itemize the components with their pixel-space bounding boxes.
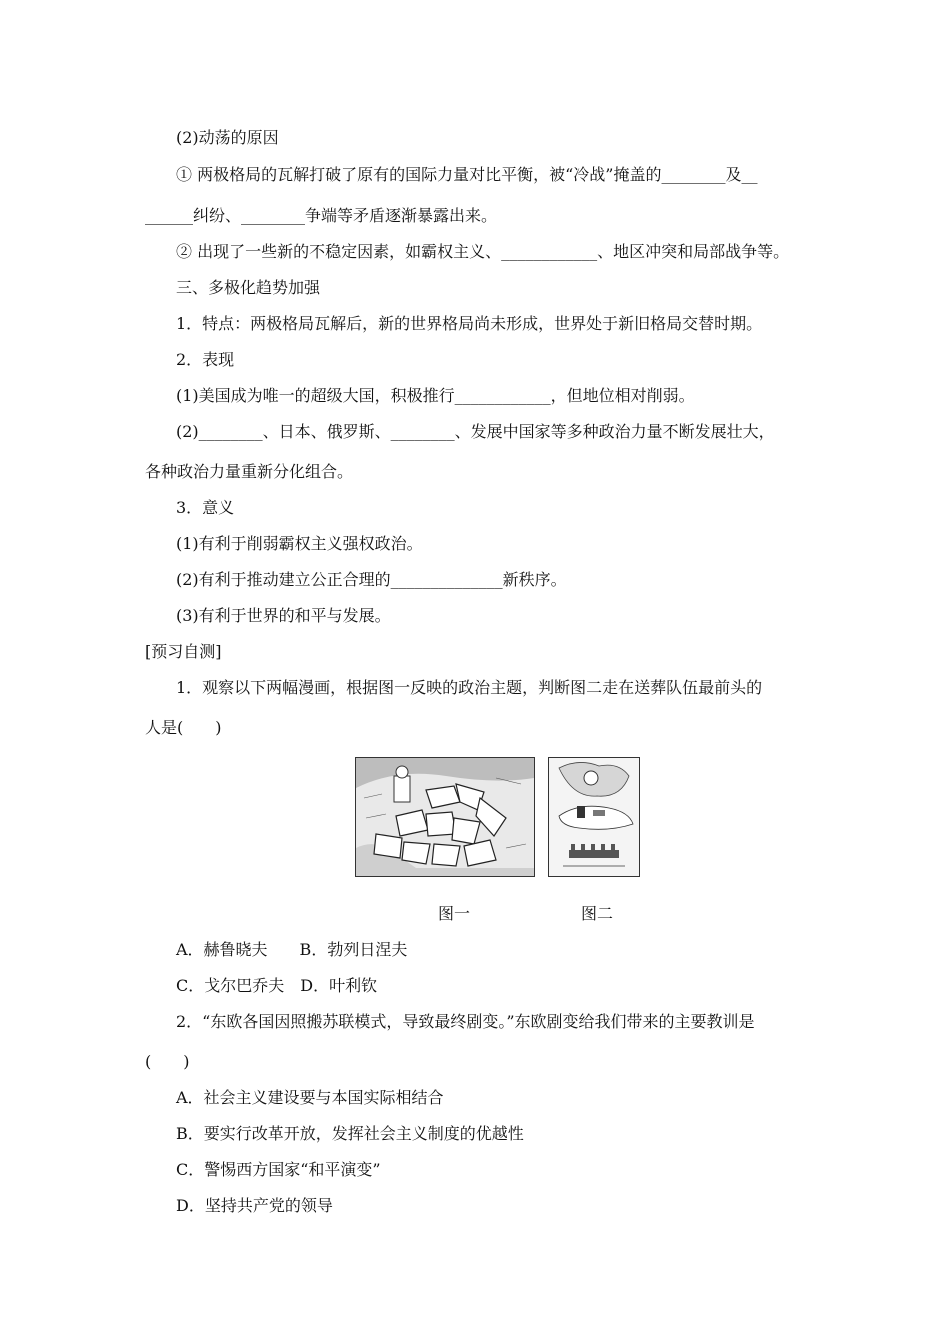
significance-item-1: (1)有利于削弱霸权主义强权政治。 — [176, 534, 423, 553]
question-1-options-ab: A．赫鲁晓夫 B．勃列日涅夫 — [176, 940, 408, 959]
feature-item: 1．特点：两极格局瓦解后，新的世界格局尚未形成，世界处于新旧格局交替时期。 — [176, 314, 763, 333]
performance-item-2-line-1: (2)________、日本、俄罗斯、________、发展中国家等多种政治力量不断发展壮大， — [176, 422, 775, 441]
performance-item-1: (1)美国成为唯一的超级大国，积极推行____________，但地位相对削弱。 — [176, 386, 695, 405]
question-2-option-d: D．坚持共产党的领导 — [176, 1196, 333, 1215]
cause-item-1-line-1: ① 两极格局的瓦解打破了原有的国际力量对比平衡，被“冷战”掩盖的________及__ — [176, 165, 758, 184]
performance-item-2-line-2: 各种政治力量重新分化组合。 — [145, 462, 354, 481]
preview-heading: [预习自测] — [145, 642, 222, 661]
question-1-line-1: 1．观察以下两幅漫画，根据图一反映的政治主题，判断图二走在送葬队伍最前头的 — [176, 678, 763, 697]
cartoon-figure-2 — [548, 757, 640, 877]
section-heading-multipolar: 三、多极化趋势加强 — [176, 278, 321, 297]
significance-item-2: (2)有利于推动建立公正合理的______________新秩序。 — [176, 570, 567, 589]
figure-1-caption: 图一 — [438, 904, 471, 923]
question-2-option-c: C．警惕西方国家“和平演变” — [176, 1160, 381, 1179]
cartoon-1-illustration — [356, 758, 534, 876]
question-2-option-b: B．要实行改革开放，发挥社会主义制度的优越性 — [176, 1124, 524, 1143]
cause-item-1-line-2: ______纠纷、________争端等矛盾逐渐暴露出来。 — [145, 206, 498, 225]
performance-heading: 2．表现 — [176, 350, 235, 369]
significance-item-3: (3)有利于世界的和平与发展。 — [176, 606, 391, 625]
cartoon-figure-1 — [355, 757, 535, 877]
cause-heading: (2)动荡的原因 — [176, 128, 279, 147]
cartoon-2-illustration — [549, 758, 639, 876]
question-2-line-2: ( ) — [145, 1052, 190, 1071]
question-1-line-2: 人是( ) — [145, 718, 222, 737]
significance-heading: 3．意义 — [176, 498, 235, 517]
figure-2-caption: 图二 — [581, 904, 614, 923]
question-2-option-a: A．社会主义建设要与本国实际相结合 — [176, 1088, 444, 1107]
question-2-line-1: 2．“东欧各国因照搬苏联模式，导致最终剧变。”东欧剧变给我们带来的主要教训是 — [176, 1012, 755, 1031]
cause-item-2: ② 出现了一些新的不稳定因素，如霸权主义、____________、地区冲突和局部战争等。 — [176, 242, 790, 261]
question-1-options-cd: C．戈尔巴乔夫 D．叶利钦 — [176, 976, 378, 995]
